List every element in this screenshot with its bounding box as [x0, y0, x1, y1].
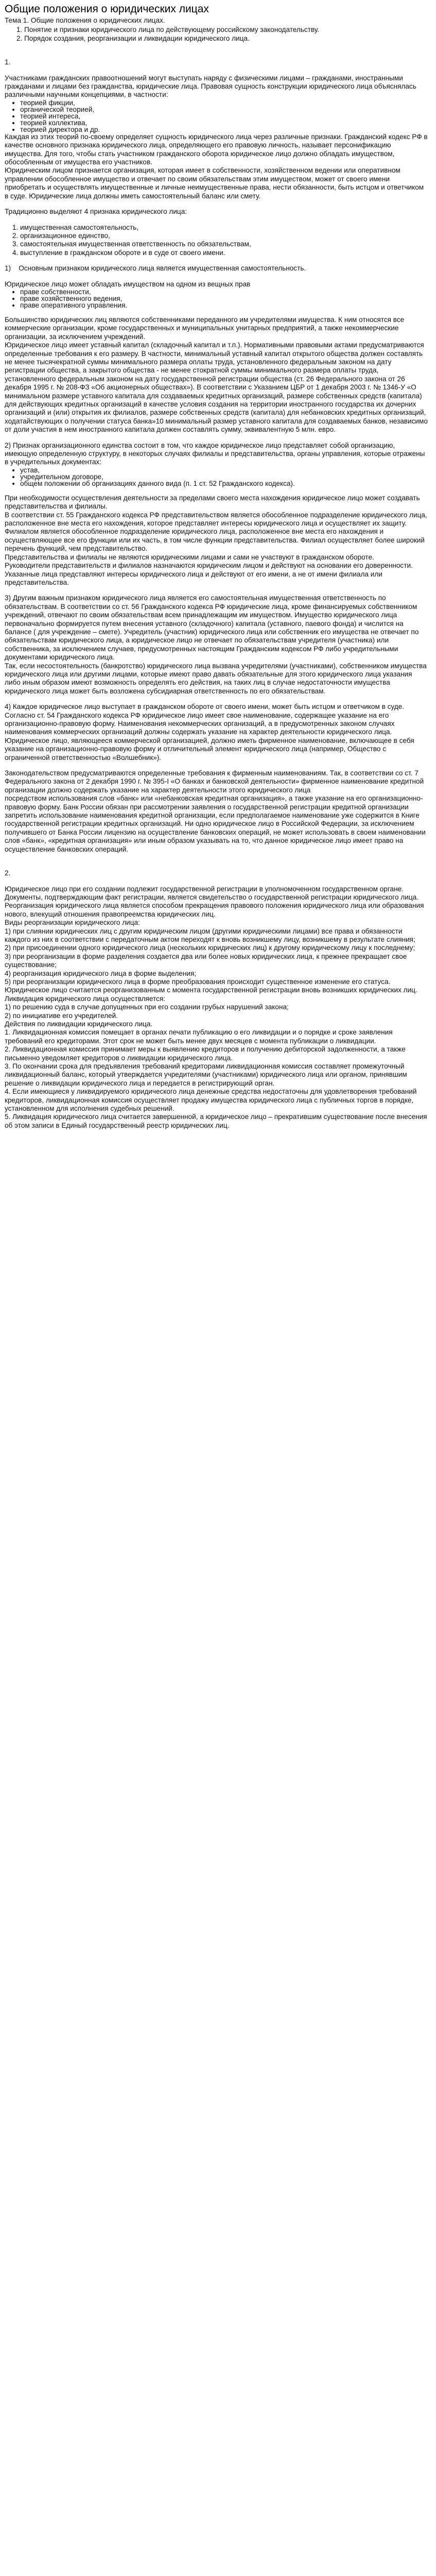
list-item: • устав,: [20, 467, 429, 473]
list-item: • теорией директора и др.: [20, 126, 429, 133]
paragraph: При необходимости осуществления деятельности за пределами своего места нахождения юридическое лицо может создавать представительства и филиалы. В соответствии ст. 55 Гражданского кодекса РФ представительством является обособленное подразделение юридического лица, расположенное вне места его нахождения, которое представляет интересы юридического лица и осуществляет их защиту. Филиалом является обособленное подразделение юридического лица, расположенное вне места его нахождения и осуществляющее все его функции или их часть, в том числе функции представительства. Филиал осуществляет более широкий перечень функций, чем представительство. Представительства и филиалы не являются юридическими лицами и сами не участвуют в гражданском обороте. Руководители представительств и филиалов назначаются юридическим лицом и действуют на основании его доверенности. Указанные лица представляют интересы юридического лица и действуют от его имени, а не от имени филиала или представительства.: [5, 494, 427, 586]
features-list: [5, 224, 429, 258]
section-number: 2.: [5, 869, 11, 877]
paragraph: Юридическим лицом признается организация, которая имеет в собственности, хозяйственном ведении или оперативном управлении обособленное имущество и отвечает по своим обязательствам этим имуществом, может от своего имени приобретать и осуществлять имущественные и личные неимущественные права, нести обязанности, быть истцом и ответчиком в суде. Юридические лица должны иметь самостоятельный баланс или смету.: [5, 166, 424, 200]
paragraph: Традиционно выделяют 4 признака юридического лица:: [5, 208, 187, 216]
list-item: 2. организационное единство,: [20, 232, 429, 240]
paragraph: 4) Каждое юридическое лицо выступает в гражданском обороте от своего имени, может быть истцом и ответчиком в суде. Согласно ст. 54 Гражданского кодекса РФ юридическое лицо имеет свое наименование, содержащее указание на его организационно-правовую форму. Наименования некоммерческих организаций, а в предусмотренных законом случаях наименования коммерческих организаций должны содержать указание на характер деятельности юридического лица. Юридическое лицо, являющееся коммерческой организацией, должно иметь фирменное наименование, включающее в себя указание на организационно-правовую форму и отличительный элемент юридического лица (например, Общество с ограниченной ответственностью «Волшебник»).: [5, 703, 414, 761]
list-item: • праве собственности,: [20, 289, 429, 295]
toc-item: 1. Понятие и признаки юридического лица по действующему российскому законодательству.: [24, 26, 429, 34]
list-item: • органической теорией,: [20, 106, 429, 113]
list-item: • теорией интереса,: [20, 113, 429, 120]
list-item: • общем положении об организациях данного вида (п. 1 ст. 52 Гражданского кодекса).: [20, 480, 429, 487]
paragraph: Законодательством предусматриваются определенные требования к фирменным наименованиям. Так, в соответствии со ст. 7 Федерального закона от 2 декабря 1990 г. № 395-I «О банках и банковской деятельности» фирменное наименование кредитной организации должно содержать указание на характер деятельности этого юридического лица посредством использования слов «банк» или «небанковская кредитная организация», а также указание на его организационно-правовую форму. Банк России обязан при рассмотрении заявления о государственной регистрации кредитной организации запретить использование наименования кредитной организации, если предполагаемое наименование уже содержится в Книге государственной регистрации кредитных организаций. Ни одно юридическое лицо в Российской Федерации, за исключением получившего от Банка России лицензию на осуществление банковских операций, не может использовать в своем наименовании слов «банк», «кредитная организация» или иным образом указывать на то, что данное юридическое лицо имеет право на осуществление банковских операций.: [5, 769, 426, 853]
list-item: 1. имущественная самостоятельность,: [20, 224, 429, 232]
page-title: Общие положения о юридических лицах: [5, 3, 209, 15]
paragraph: Юридическое лицо может обладать имуществом на одном из вещных прав: [5, 280, 251, 288]
list-item: 4. выступление в гражданском обороте и в суде от своего имени.: [20, 249, 429, 257]
paragraph: 1) Основным признаком юридического лица является имущественная самостоятельность.: [5, 264, 306, 273]
paragraph: 2) Признак организационного единства состоит в том, что каждое юридическое лицо представляет собой организацию, имеющую определенную структуру, в некоторых случаях филиалы и представительства, органы управления, которые отражены в учредительных документах:: [5, 441, 425, 466]
list-item: • праве хозяйственного ведения,: [20, 295, 429, 302]
paragraph: 3) Другим важным признаком юридического лица является его самостоятельная имущественная ответственность по обязательствам. В соответствии со ст. 56 Гражданского кодекса РФ юридические лица, кроме финансируемых собственником учреждений, отвечают по своим обязательствам всем принадлежащим им имуществом. Имущество юридического лица первоначально формируется путем внесения уставного (складочного) капитала (уставного, паевого фонда) и числится на балансе ( для учреждение – смете). Учредитель (участник) юридического лица или собственник его имущества не отвечает по обязательствам юридического лица, а юридическое лицо не отвечает по обязательствам учредителя (участника) или собственника, за исключением случаев, предусмотренных настоящим Гражданским кодексом РФ либо учредительными документами юридического лица. Так, если несостоятельность (банкротство) юридического лица вызвана учредителями (участниками), собственником имущества юридического лица или другими лицами, которые имеют право давать обязательные для этого юридического лица указания либо иным образом имеют возможность определять его действия, на таких лиц в случае недостаточности имущества юридического лица может быть возложена субсидиарная ответственность по его обязательствам.: [5, 594, 427, 695]
list-item: • праве оперативного управления.: [20, 302, 429, 309]
list-item: 3. самостоятельная имущественная ответственность по обязательствам,: [20, 240, 429, 248]
paragraph: Участниками гражданских правоотношений могут выступать наряду с физическими лицами – гражданами, иностранными гражданами и лицами без гражданства, юридические лица. Правовая сущность конструкции юридического лица объяснялась различными научными концепциями, в частности:: [5, 74, 416, 99]
documents-list: [5, 467, 429, 487]
topic-subtitle: Тема 1. Общие положения о юридических лицах.: [5, 16, 165, 24]
list-item: • теорией коллектива,: [20, 120, 429, 126]
document-page: [0, 0, 436, 1140]
table-of-contents: [5, 26, 429, 43]
list-item: • учредительном договоре,: [20, 473, 429, 480]
toc-item: 2. Порядок создания, реорганизации и ликвидации юридического лица.: [24, 35, 429, 43]
theories-list: [5, 99, 429, 133]
section-number: 1.: [5, 58, 11, 66]
paragraph: Юридическое лицо при его создании подлежит государственной регистрации в уполномоченном государственном органе. Документы, подтверждающим факт регистрации, является свидетельство о государственной регистрации юридического лица. Реорганизация юридического лица является способом прекращения правового положения юридического лица или образования нового, влекущий отношения правопреемства юридических лиц. Виды реорганизации юридического лица: 1) при слиянии юридических лиц с другим юридическим лицом (другими юридическими лицами) все права и обязанности каждого из них в соответствии с передаточным актом переходят к вновь возникшему лицу, возникшему в результате слияния; 2) при присоединении одного юридического лица (нескольких юридических лиц) к другому юридическому лицу к последнему; 3) при реорганизации в форме разделения создается два или более новых юридических лица, к прежнее прекращает свое существование; 4) реорганизация юридического лица в форме выделения; 5) при реорганизации юридического лица в форме преобразования происходит существенное изменение его статуса. Юридическое лицо считается реорганизованным с момента государственной регистрации вновь возникших юридических лиц. Ликвидация юридического лица осуществляется: 1) по решению суда в случае допущенных при его создании грубых нарушений закона; 2) по инициативе его учредителей. Действия по ликвидации юридического лица. 1. Ликвидационная комиссия помещает в органах печати публикацию о его ликвидации и о порядке и сроке заявления требований его кредиторами. Этот срок не может быть менее двух месяцев с момента публикации о ликвидации. 2. Ликвидационная комиссия принимает меры к выявлению кредиторов и получению дебиторской задолженности, а также письменно уведомляет кредиторов о ликвидации юридического лица. 3. По окончании срока для предъявления требований кредиторами ликвидационная комиссия составляет промежуточный ликвидационный баланс, который утверждается учредителями (участниками) юридического лица или органом, принявшим решение о ликвидации юридического лица и передается в регистрирующий орган. 4. Если имеющиеся у ликвидируемого юридического лица денежные средства недостаточны для удовлетворения требований кредиторов, ликвидационная комиссия осуществляет продажу имущества юридического лица с публичных торгов в порядке, установленном для исполнения судебных решений. 5. Ликвидация юридического лица считается завершенной, а юридическое лицо – прекратившим существование после внесения об этом записи в Единый государственный реестр юридических лиц.: [5, 885, 427, 1129]
paragraph: Каждая из этих теорий по-своему определяет сущность юридического лица через различные признаки. Гражданский кодекс РФ в качестве основного признака юридического лица, определяющего его правовую личность, называет персонификацию имущества. Для того, чтобы стать участником гражданского оборота юридическое лицо должно обладать имуществом, обособленным от имущества его участников.: [5, 132, 428, 166]
paragraph: Большинство юридических лиц являются собственниками переданного им учредителями имущества. К ним относятся все коммерческие организации, кроме государственных и муниципальных унитарных предприятий, а также некоммерческие организации, за исключением учреждений. Юридическое лицо имеет уставный капитал (складочный капитал и т.п.). Нормативными правовыми актами предусматриваются определенные требования к его размеру. В частности, минимальный уставный капитал открытого общества должен составлять не менее тысячекратной суммы минимального размера оплаты труда, установленного федеральным законом на дату регистрации общества, а закрытого общества - не менее стократной суммы минимального размера оплаты труда, установленного федеральным законом на дату государственной регистрации общества (ст. 26 Федерального закона от 26 декабря 1995 г. № 208-ФЗ «Об акционерных обществах»). В соответствии с Указанием ЦБР от 1 декабря 2003 г. № 1346-У «О минимальном размере уставного капитала для создаваемых кредитных организаций, размере собственных средств (капитала) для действующих кредитных организаций в качестве условия создания на территории иностранного государства их дочерних организаций и (или) открытия их филиалов, размере собственных средств (капитала) для небанковских кредитных организаций, ходатайствующих о получении статуса банка»10 минимальный размер уставного капитала для создаваемых банков, независимо от доли участия в нем иностранного капитала должен составлять сумму, эквивалентную 5 млн. евро.: [5, 315, 428, 434]
rights-list: [5, 289, 429, 309]
list-item: • теорией фикции,: [20, 99, 429, 106]
